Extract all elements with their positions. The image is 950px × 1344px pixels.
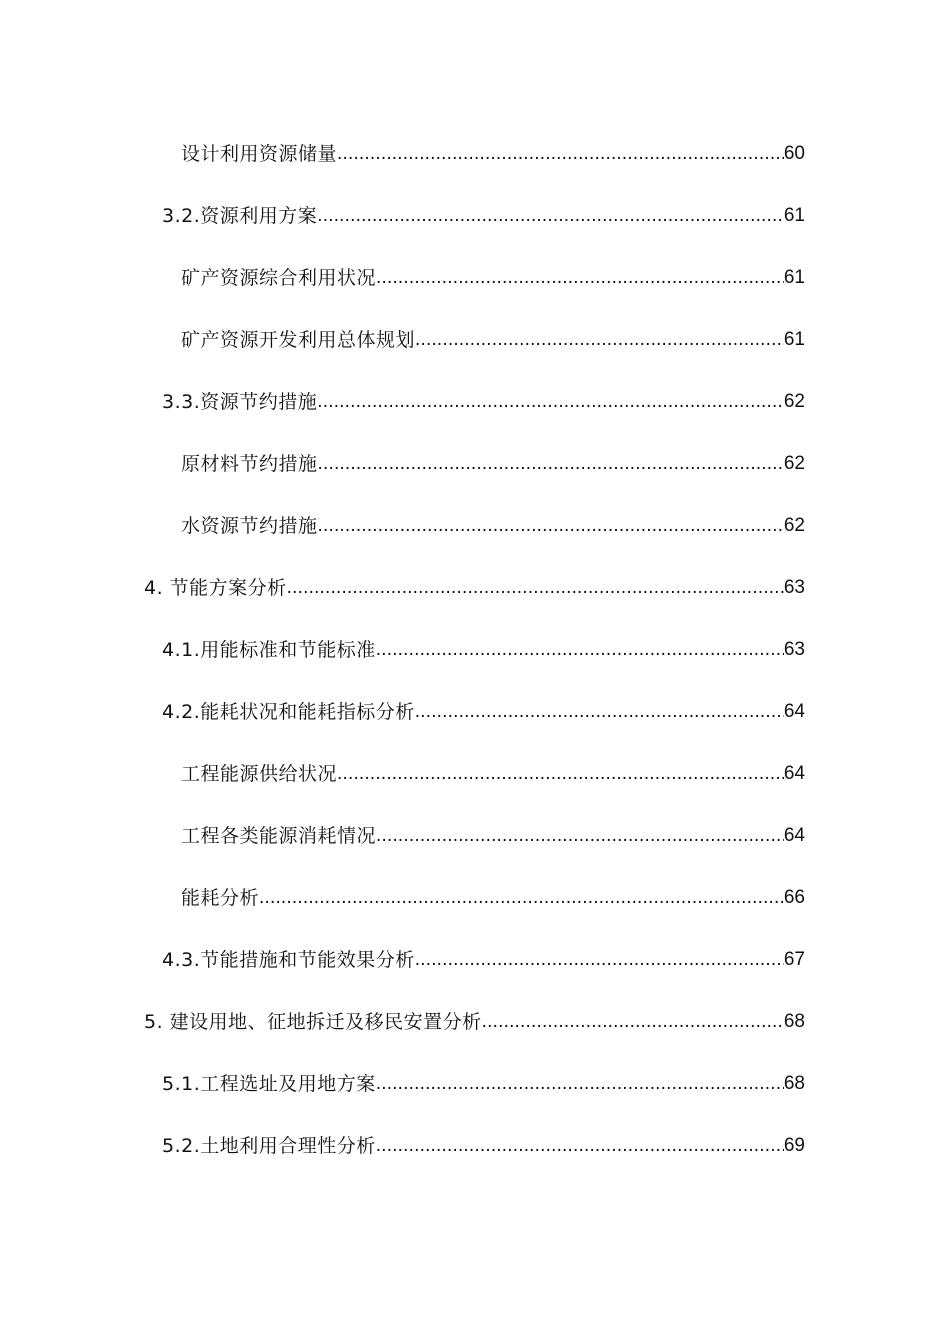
toc-entry-title: 5.1.工程选址及用地方案: [162, 1073, 376, 1095]
toc-dot-leader: [415, 948, 784, 972]
toc-entry-title: 原材料节约措施: [181, 453, 318, 475]
toc-page-number: 64: [783, 701, 805, 722]
toc-entry[interactable]: [162, 1066, 805, 1096]
toc-entry-title: 3.2.资源利用方案: [162, 205, 318, 227]
toc-page-number: 64: [783, 763, 805, 784]
toc-entry-title: 5.2.土地利用合理性分析: [162, 1135, 376, 1157]
toc-page-number: 60: [783, 143, 805, 164]
toc-dot-leader: [376, 638, 784, 662]
toc-dot-leader: [337, 142, 784, 166]
toc-entry[interactable]: [181, 260, 805, 290]
toc-entry-title: 工程各类能源消耗情况: [181, 825, 377, 847]
toc-entry[interactable]: [181, 756, 805, 786]
toc-page-number: 63: [783, 577, 805, 598]
toc-entry-title: 矿产资源开发利用总体规划: [181, 329, 416, 351]
toc-page-number: 61: [783, 205, 805, 226]
toc-entry[interactable]: [181, 508, 805, 538]
toc-dot-leader: [482, 1010, 784, 1034]
toc-dot-leader: [376, 824, 784, 848]
toc-entry[interactable]: [181, 880, 805, 910]
toc-dot-leader: [287, 576, 784, 600]
toc-entry-title: 5. 建设用地、征地拆迁及移民安置分析: [144, 1011, 482, 1033]
toc-entry[interactable]: [162, 1128, 805, 1158]
toc-page-number: 68: [783, 1073, 805, 1094]
toc-entry[interactable]: [162, 632, 805, 662]
toc-entry-title: 设计利用资源储量: [181, 143, 338, 165]
toc-entry-title: 能耗分析: [181, 887, 260, 909]
toc-dot-leader: [318, 452, 784, 476]
toc-dot-leader: [376, 1134, 784, 1158]
toc-entry-title: 水资源节约措施: [181, 515, 318, 537]
toc-page-number: 61: [783, 267, 805, 288]
toc-entry[interactable]: [144, 1004, 805, 1034]
toc-page-number: 67: [783, 949, 805, 970]
toc-entry-title: 4.2.能耗状况和能耗指标分析: [162, 701, 415, 723]
toc-entry[interactable]: [162, 942, 805, 972]
toc-dot-leader: [337, 762, 784, 786]
toc-dot-leader: [376, 1072, 784, 1096]
toc-page-number: 62: [783, 453, 805, 474]
toc-page-number: 61: [783, 329, 805, 350]
toc-dot-leader: [415, 700, 784, 724]
toc-entry[interactable]: [181, 322, 805, 352]
toc-entry-title: 4.3.节能措施和节能效果分析: [162, 949, 415, 971]
toc-entry[interactable]: [162, 694, 805, 724]
toc-dot-leader: [317, 204, 784, 228]
toc-dot-leader: [376, 266, 784, 290]
toc-entry-title: 4. 节能方案分析: [144, 577, 287, 599]
toc-dot-leader: [318, 514, 784, 538]
toc-page-number: 63: [783, 639, 805, 660]
toc-entry-title: 3.3.资源节约措施: [162, 391, 318, 413]
toc-entry-title: 工程能源供给状况: [181, 763, 338, 785]
toc-entry[interactable]: [181, 446, 805, 476]
toc-entry[interactable]: [162, 384, 805, 414]
toc-entry[interactable]: [162, 198, 805, 228]
toc-entry-title: 矿产资源综合利用状况: [181, 267, 377, 289]
toc-page-number: 66: [783, 887, 805, 908]
toc-dot-leader: [415, 328, 784, 352]
toc-entry[interactable]: [144, 570, 805, 600]
toc-page-number: 68: [783, 1011, 805, 1032]
toc-dot-leader: [259, 886, 784, 910]
toc-page-number: 62: [783, 391, 805, 412]
toc-page-number: 64: [783, 825, 805, 846]
toc-page-number: 62: [783, 515, 805, 536]
toc-page-number: 69: [783, 1135, 805, 1156]
toc-entry[interactable]: [181, 818, 805, 848]
toc-entry-title: 4.1.用能标准和节能标准: [162, 639, 376, 661]
toc-entry[interactable]: [181, 136, 805, 166]
toc-dot-leader: [317, 390, 784, 414]
